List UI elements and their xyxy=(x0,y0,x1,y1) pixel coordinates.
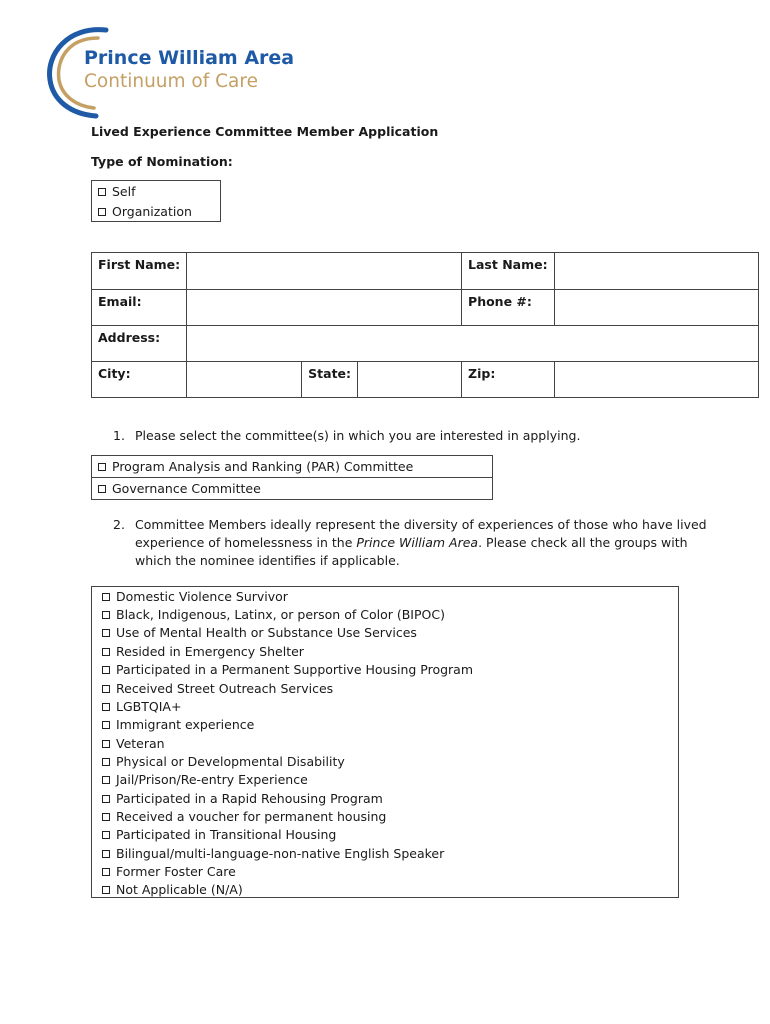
last-name-label: Last Name: xyxy=(462,253,555,290)
checkbox-icon[interactable] xyxy=(98,463,106,471)
nomination-option-organization[interactable]: Organization xyxy=(92,201,221,222)
checkbox-icon[interactable] xyxy=(102,703,110,711)
logo-subtitle: Continuum of Care xyxy=(84,71,258,92)
nomination-options xyxy=(91,180,221,222)
group-option[interactable]: Black, Indigenous, Latinx, or person of Color (BIPOC) xyxy=(102,607,445,622)
group-option[interactable]: Resided in Emergency Shelter xyxy=(102,644,304,659)
checkbox-icon[interactable] xyxy=(102,666,110,674)
group-option[interactable]: Received Street Outreach Services xyxy=(102,681,333,696)
group-option[interactable]: Participated in a Rapid Rehousing Program xyxy=(102,791,383,806)
committee-option-par[interactable]: Program Analysis and Ranking (PAR) Committee xyxy=(92,456,493,478)
phone-label: Phone #: xyxy=(462,290,555,326)
group-option[interactable]: Former Foster Care xyxy=(102,864,236,879)
checkbox-icon[interactable] xyxy=(102,611,110,619)
checkbox-icon[interactable] xyxy=(102,685,110,693)
question-2 xyxy=(113,516,707,570)
zip-label: Zip: xyxy=(462,362,555,398)
group-option[interactable]: Participated in a Permanent Supportive Housing Program xyxy=(102,662,473,677)
group-option[interactable]: Physical or Developmental Disability xyxy=(102,754,345,769)
form-title: Lived Experience Committee Member Application xyxy=(91,124,439,139)
question-text-line: which the nominee identifies if applicable. xyxy=(135,553,400,568)
question-text-line: Committee Members ideally represent the diversity of experiences of those who have lived xyxy=(135,517,707,532)
question-number: 1. xyxy=(113,428,125,443)
contact-info-table xyxy=(91,252,759,398)
nomination-heading: Type of Nomination: xyxy=(91,154,233,169)
committee-option-governance[interactable]: Governance Committee xyxy=(92,478,493,500)
checkbox-icon[interactable] xyxy=(102,850,110,858)
last-name-field[interactable] xyxy=(554,253,758,290)
phone-field[interactable] xyxy=(554,290,758,326)
group-option[interactable]: Use of Mental Health or Substance Use Services xyxy=(102,625,417,640)
group-option[interactable]: Jail/Prison/Re-entry Experience xyxy=(102,772,308,787)
logo-title: Prince William Area xyxy=(84,47,295,69)
question-1 xyxy=(113,427,673,445)
first-name-label: First Name: xyxy=(92,253,187,290)
checkbox-icon[interactable] xyxy=(102,776,110,784)
checkbox-icon[interactable] xyxy=(98,208,106,216)
question-number: 2. xyxy=(113,517,125,532)
checkbox-icon[interactable] xyxy=(102,831,110,839)
group-option[interactable]: Received a voucher for permanent housing xyxy=(102,809,386,824)
zip-field[interactable] xyxy=(554,362,758,398)
state-field[interactable] xyxy=(358,362,462,398)
email-label: Email: xyxy=(92,290,187,326)
checkbox-icon[interactable] xyxy=(102,868,110,876)
city-field[interactable] xyxy=(187,362,302,398)
checkbox-icon[interactable] xyxy=(102,593,110,601)
first-name-field[interactable] xyxy=(187,253,462,290)
city-label: City: xyxy=(92,362,187,398)
checkbox-icon[interactable] xyxy=(102,721,110,729)
group-option[interactable]: LGBTQIA+ xyxy=(102,699,181,714)
checkbox-icon[interactable] xyxy=(102,813,110,821)
group-option[interactable]: Participated in Transitional Housing xyxy=(102,827,336,842)
address-label: Address: xyxy=(92,326,187,362)
question-text-line: experience of homelessness in the Prince William Area. Please check all the groups with xyxy=(135,535,688,550)
checkbox-icon[interactable] xyxy=(98,188,106,196)
email-field[interactable] xyxy=(187,290,462,326)
checkbox-icon[interactable] xyxy=(102,758,110,766)
groups-checklist xyxy=(91,586,679,898)
group-option[interactable]: Immigrant experience xyxy=(102,717,254,732)
checkbox-icon[interactable] xyxy=(102,648,110,656)
checkbox-icon[interactable] xyxy=(98,485,106,493)
checkbox-icon[interactable] xyxy=(102,795,110,803)
address-field[interactable] xyxy=(187,326,758,362)
group-option[interactable]: Not Applicable (N/A) xyxy=(102,882,243,897)
checkbox-icon[interactable] xyxy=(102,886,110,894)
question-text: Please select the committee(s) in which you are interested in applying. xyxy=(135,428,581,443)
committee-options xyxy=(91,455,493,500)
group-option[interactable]: Bilingual/multi-language-non-native English Speaker xyxy=(102,846,444,861)
nomination-option-self[interactable]: Self xyxy=(92,181,221,202)
group-option[interactable]: Veteran xyxy=(102,736,165,751)
checkbox-icon[interactable] xyxy=(102,740,110,748)
state-label: State: xyxy=(302,362,358,398)
checkbox-icon[interactable] xyxy=(102,629,110,637)
group-option[interactable]: Domestic Violence Survivor xyxy=(102,589,288,604)
